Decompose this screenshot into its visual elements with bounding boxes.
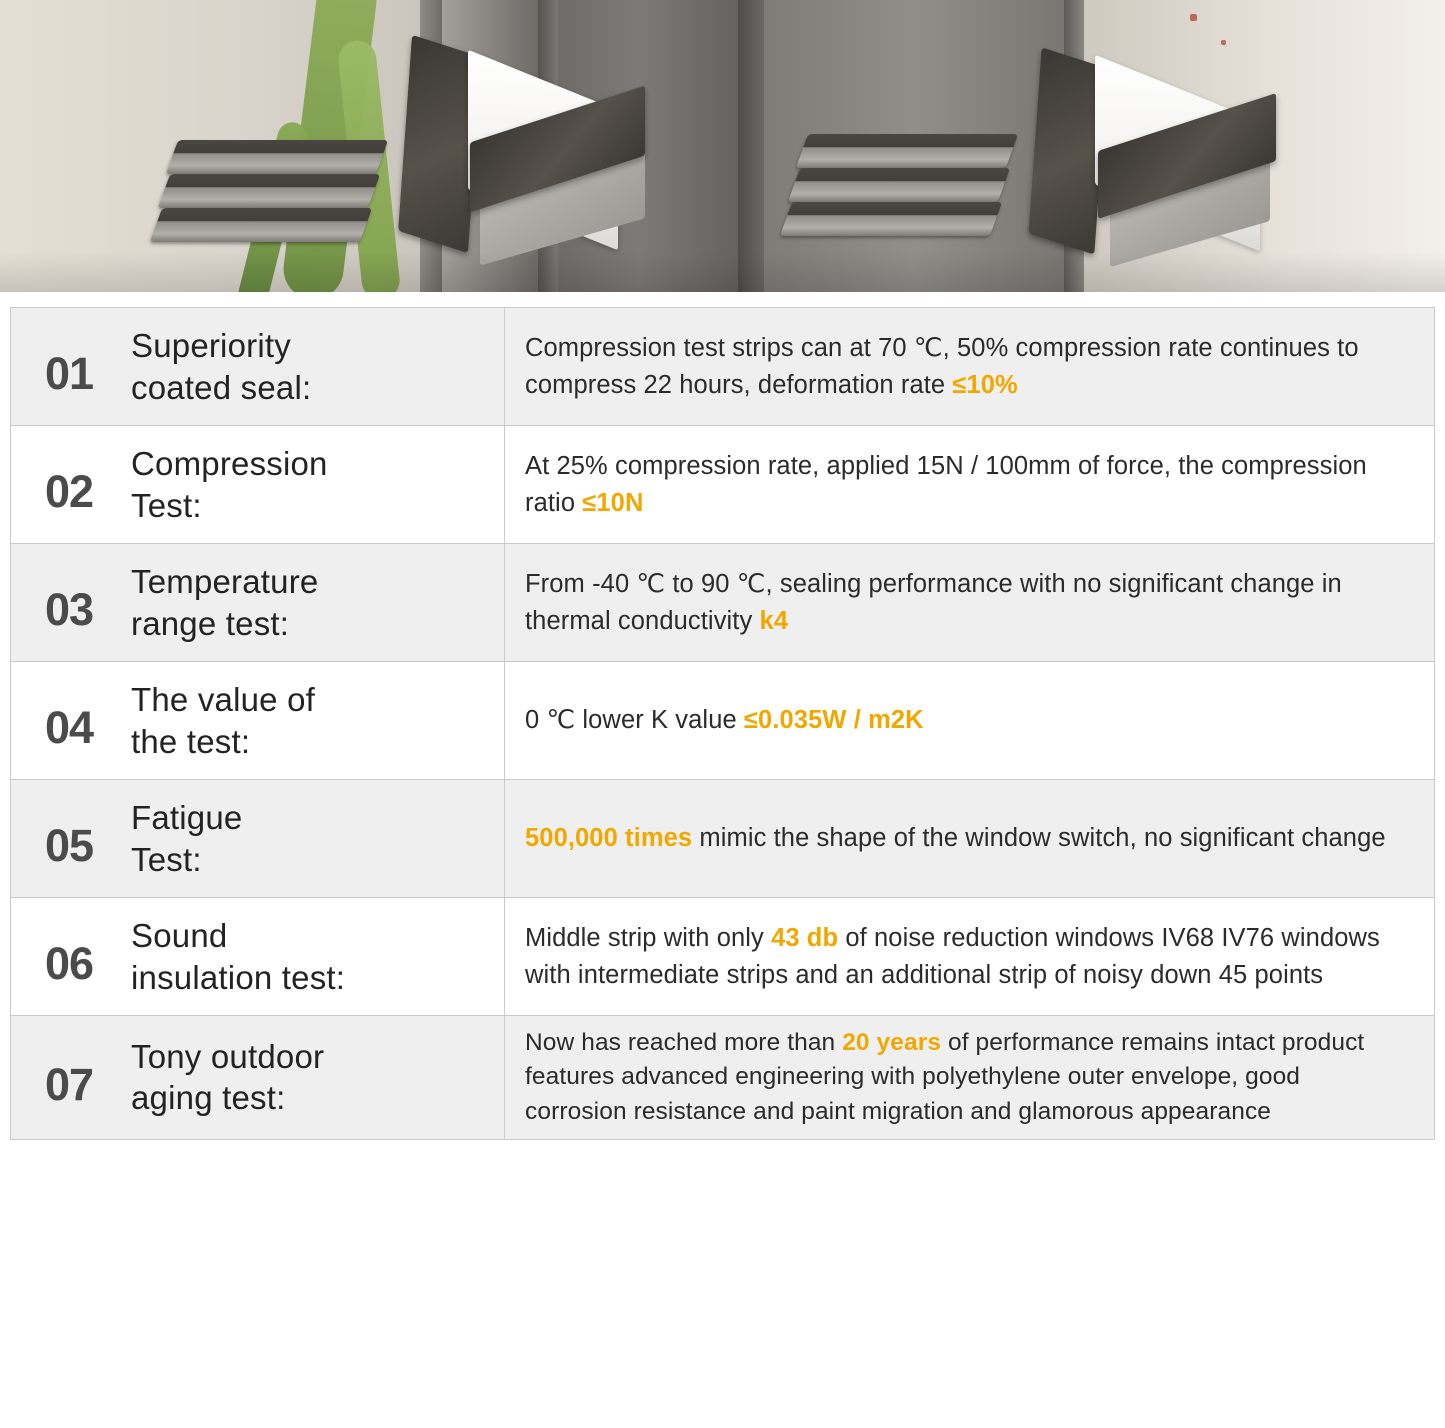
row-description-cell <box>505 308 1434 425</box>
row-description <box>525 330 1408 404</box>
description-text: At 25% compression rate, applied 15N / 100mm of force, the compression ratio <box>525 451 1367 517</box>
row-description <box>525 920 1408 994</box>
description-text: From -40 ℃ to 90 ℃, sealing performance with no significant change in thermal conductivity <box>525 569 1342 635</box>
table-row <box>11 1016 1434 1139</box>
row-number: 01 <box>45 348 94 399</box>
row-description <box>525 448 1408 522</box>
row-description-cell <box>505 426 1434 543</box>
row-label-cell <box>11 780 505 897</box>
table-row <box>11 308 1434 426</box>
highlight-value: k4 <box>759 606 789 635</box>
table-row <box>11 662 1434 780</box>
table-row <box>11 898 1434 1016</box>
table-row <box>11 780 1434 898</box>
highlight-value: 43 db <box>771 923 839 952</box>
highlight-value: ≤10N <box>582 488 644 517</box>
row-description-cell <box>505 662 1434 779</box>
row-label-cell <box>11 898 505 1015</box>
row-number: 05 <box>45 820 94 871</box>
description-text: mimic the shape of the window switch, no significant change <box>692 824 1386 853</box>
highlight-value: ≤10% <box>952 370 1018 399</box>
description-text: 0 ℃ lower K value <box>525 706 744 735</box>
paint-speck <box>1190 14 1197 21</box>
description-text: Compression test strips can at 70 ℃, 50% compression rate continues to compress 22 hours, deformation rate <box>525 333 1359 399</box>
door-frame-edge-3 <box>738 0 764 292</box>
row-number: 03 <box>45 584 94 635</box>
row-label-cell <box>11 426 505 543</box>
highlight-value: 20 years <box>842 1029 942 1056</box>
description-text: Now has reached more than <box>525 1029 843 1056</box>
row-label-cell <box>11 308 505 425</box>
spec-table <box>10 307 1435 1140</box>
table-row <box>11 426 1434 544</box>
product-photo <box>0 0 1445 292</box>
row-description <box>525 820 1386 857</box>
row-label-cell <box>11 544 505 661</box>
row-description <box>525 702 924 739</box>
row-title: Superiority coated seal: <box>131 327 312 406</box>
row-description-cell <box>505 1016 1434 1139</box>
row-title: Temperature range test: <box>131 563 319 642</box>
row-number: 02 <box>45 466 94 517</box>
row-label-cell <box>11 1016 505 1139</box>
highlight-value: 500,000 times <box>525 824 693 853</box>
row-description <box>525 566 1408 640</box>
row-title: Fatigue Test: <box>131 799 243 878</box>
row-title: Sound insulation test: <box>131 917 346 996</box>
row-description-cell <box>505 898 1434 1015</box>
row-title: Compression Test: <box>131 445 328 524</box>
row-description <box>525 1026 1408 1129</box>
table-row <box>11 544 1434 662</box>
description-text: Middle strip with only <box>525 923 772 952</box>
row-title: The value of the test: <box>131 681 316 760</box>
row-number: 07 <box>45 1058 94 1110</box>
row-description-cell <box>505 780 1434 897</box>
description-text: of performance remains intact product features advanced engineering with polyethylene outer envelope, good corrosion resistance and paint migration and glamorous appearance <box>525 1029 1365 1125</box>
row-title: Tony outdoor aging test: <box>131 1038 325 1117</box>
row-label-cell <box>11 662 505 779</box>
row-number: 04 <box>45 702 94 753</box>
description-text: of noise reduction windows IV68 IV76 windows with intermediate strips and an additional strip of noisy down 45 points <box>525 923 1380 989</box>
row-number: 06 <box>45 938 94 989</box>
row-description-cell <box>505 544 1434 661</box>
highlight-value: ≤0.035W / m2K <box>743 706 924 735</box>
photo-bottom-shadow <box>0 252 1445 292</box>
